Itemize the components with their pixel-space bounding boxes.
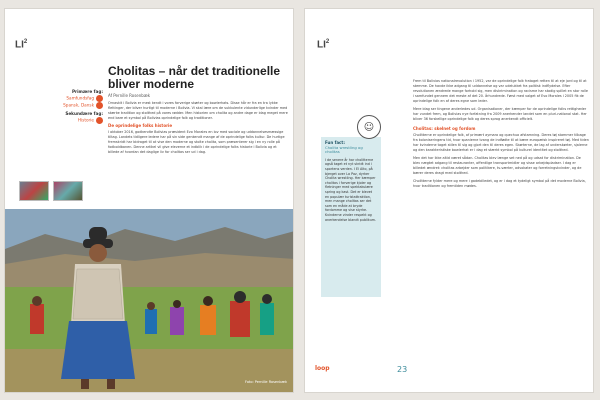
secondary-subject-1[interactable]: Historie	[15, 117, 103, 124]
thumbnail-image[interactable]	[19, 181, 49, 201]
thumbnail-strip	[19, 181, 87, 205]
photo-caption: Foto: Pernille Rosenbæk	[244, 380, 287, 384]
subject-icon	[96, 117, 103, 124]
body-paragraph: I oktober 2016, godkendte Bolivias præsident Evo Morales en lov med sociale og uddannelsesmæssige tiltag. Landets tidligere ledere har på sin side genkendt mange af de oprindelige folks kultur. De hurtige fremskridt har bidraget til at vise den moderne og stolte cholita, som præsenterer sig i en ny rolle på fodboldbanen. Denne artikel vil give eleverne et indblik i de oprindelige folks historie i Bolivia og et billede af hvordan det daglige liv for cholitas ser ud i dag.	[108, 130, 285, 154]
magazine-logo: $LI^2$	[15, 39, 28, 51]
left-page	[4, 8, 294, 393]
footer-logo: loop	[315, 365, 330, 372]
column-paragraph-5: Cholitterne fylder mere og mere i gadebilledet, og er i dag et tydeligt symbol på det moderne Bolivia, hvor traditionen og fremtiden mødes.	[413, 179, 586, 188]
page-number: 23	[397, 365, 408, 374]
intro-paragraph: Ornaskit i Bolivia er mest kendt i vores farverige skørter og bowlerhats. Disse hår er fra en tra lykke flettinger, der bliver hurtigt til moderne i Bolivia. Vi skal lære om de sukkulente vidunderlige kvinder med stærke tradition og stolthed på vores rødder. Men historien om cholita og andre dage er idag meget mere end bare et symbol på Bolivias oprindelige folk og traditioner.	[108, 101, 288, 120]
magazine-logo: $LI^2$	[317, 39, 330, 51]
intro-text	[108, 101, 288, 155]
subject-icon	[96, 95, 103, 102]
article-title: Cholitas – når det traditionelle bliver moderne	[108, 64, 281, 91]
fun-fact-subtitle: Cholita wrestling og cholitas	[325, 144, 363, 155]
secondary-subjects-label: Sekundære fag:	[65, 111, 103, 116]
fun-fact-title: Fun fact:	[325, 140, 345, 145]
subject-meta	[15, 87, 103, 124]
cholitas-photo	[5, 209, 294, 393]
section-subhead: Cholitas: skelnet og fordom	[413, 126, 476, 131]
column-paragraph-4: Men det har ikke altid været sådan. Cholitas blev længe set ned på og udsat for diskrimination. De blev nægtet adgang til restauranter, offentlige transportmidler og visse arbejdspladser. I dag er billedet ændret: cholitas arbejder som politikere, tv-værter, advokater og forretningskvinder, og de bærer deres dragt med stolthed.	[413, 156, 582, 175]
subject-icon	[96, 102, 103, 109]
column-paragraph-2: Mere idag ser tingene anderledes ud. Organisationer, der kæmper for de oprindelige folks rettigheder har vundet frem, og Bolivias nye forfatning fra 2009 anerkender landet som en pluri-national stat. Her bliver 36 forskellige oprindelige folk og deres sprog anerkendt officielt.	[413, 107, 587, 121]
primary-subjects-label: Primære fag:	[71, 89, 103, 94]
column-paragraph-1: Frem til Bolivias nationalrevolution i 1952, var de oprindelige folk frataget retten til at eje jord og til at stemme. De havde ikke adgang til uddannelse og var udelukket fra politisk indflydelse. Efter revolutionen ændrede mange forhold sig, men diskrimination og racisme har stadig spillet en stor rolle i samfundet gennem det meste af det 20. århundrede. Først med valget af Evo Morales i 2005 fik de oprindelige folk en af deres egne som leder.	[413, 79, 588, 103]
fun-fact-text: I de senere år har cholitterne også taget et nyt skridt ind i sportens verden. I El Alto, på bjerget over La Paz, dyrker Cholita wrestling. Her kæmper cholitas i farverige kjoler og fletninger med spektakulære spring og kast. Det er blevet en populær turistattraktion, men mange cholitas ser det som en måde at bryde fordomme og vise styrke. Kvinderne vinder respekt og anerkendelse blandt publikum.	[325, 157, 377, 222]
fun-fact-box	[321, 137, 381, 297]
thumbnail-image[interactable]	[53, 181, 83, 201]
primary-subject-2[interactable]: Spansk, Dansk	[15, 102, 103, 109]
right-page	[304, 8, 594, 393]
column-paragraph-3: Cholitterne er oprindelige folk, af primært aymara og quechua afstamning. Deres tøj stammer tilbage fra koloniseringens tid, hvor spanierne tvang de indfødte til at bære europæisk inspireret tøj. Med tiden har kvinderne taget stilen til sig og gjort den til deres egen. Skørterne, de lag af underskørter, sjalerne og den karakteristiske bowlerhat er i dag et stærkt symbol på kulturel identitet og stolthed.	[413, 133, 589, 152]
wrestler-stamp-icon: ☺	[357, 115, 381, 139]
byline: Af Pernille Rosenbæk	[108, 93, 151, 98]
article-column	[413, 79, 589, 189]
primary-subject-1[interactable]: Samfundsfag	[15, 95, 103, 102]
photo-illustration	[5, 209, 294, 393]
section-subhead: De oprindelige folks historie	[108, 123, 173, 128]
